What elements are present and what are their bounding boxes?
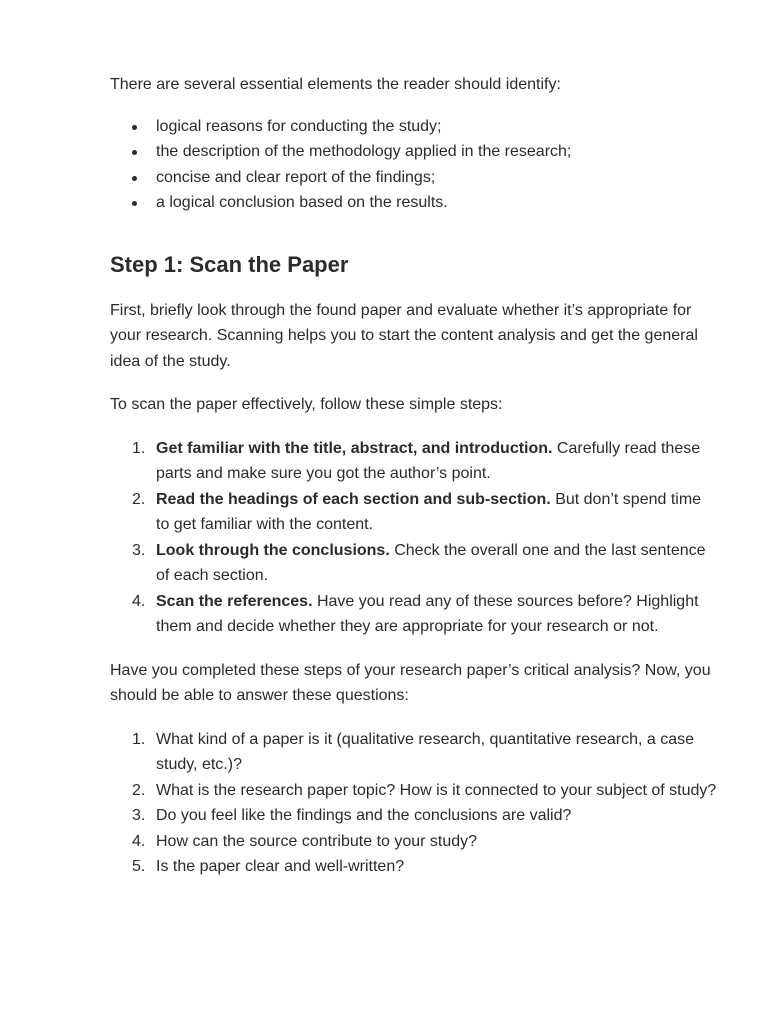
list-item: [110, 727, 718, 778]
scan-steps-lead: To scan the paper effectively, follow these simple steps:: [110, 396, 503, 413]
list-number: 3.: [132, 807, 146, 824]
list-number: 2.: [132, 490, 146, 508]
question-text: What kind of a paper is it (qualitative research, quantitative research, a case study, etc.)?: [156, 730, 695, 773]
step-text: Check the overall one and the last sentence of each section.: [156, 541, 706, 584]
question-text: Do you feel like the findings and the conclusions are valid?: [156, 807, 572, 824]
list-item: [110, 803, 718, 829]
step-title: Look through the conclusions.: [156, 541, 390, 559]
list-number: 2.: [132, 781, 146, 799]
list-item: the description of the methodology applied in the research;: [110, 139, 718, 165]
intro-paragraph: There are several essential elements the reader should identify:: [110, 76, 561, 93]
step-text: Have you read any of these sources before? Highlight them and decide whether they are appropriate for your research or not.: [156, 592, 699, 635]
list-item: [110, 829, 718, 855]
list-item: [110, 854, 718, 880]
list-item: a logical conclusion based on the results.: [110, 190, 718, 216]
list-item: [110, 589, 718, 640]
step-title: Scan the references.: [156, 592, 313, 610]
question-text: How can the source contribute to your study?: [156, 832, 478, 850]
list-item: logical reasons for conducting the study;: [110, 114, 718, 140]
list-item: concise and clear report of the findings;: [110, 165, 718, 191]
question-text: Is the paper clear and well-written?: [156, 858, 405, 875]
scan-steps-list: [110, 436, 718, 640]
list-item: [110, 436, 718, 487]
step-text: Carefully read these parts and make sure you got the author’s point.: [156, 439, 701, 482]
list-number: 4.: [132, 832, 146, 850]
list-number: 3.: [132, 541, 146, 559]
questions-lead: Have you completed these steps of your research paper’s critical analysis? Now, you should be able to answer these questions:: [110, 661, 711, 704]
list-item: [110, 538, 718, 589]
step-title: Get familiar with the title, abstract, and introduction.: [156, 439, 553, 457]
list-number: 1.: [132, 439, 146, 457]
list-number: 5.: [132, 858, 146, 875]
section-heading: Step 1: Scan the Paper: [110, 251, 349, 277]
question-text: What is the research paper topic? How is it connected to your subject of study?: [156, 781, 717, 799]
list-item: [110, 487, 718, 538]
list-number: 4.: [132, 592, 146, 610]
list-item: [110, 778, 718, 804]
step-title: Read the headings of each section and sub-section.: [156, 490, 551, 508]
scan-intro-paragraph: First, briefly look through the found paper and evaluate whether it’s appropriate for your research. Scanning helps you to start the content analysis and get the general idea of the study.: [110, 301, 698, 370]
step-text: But don’t spend time to get familiar with the content.: [156, 490, 702, 533]
questions-list: [110, 727, 718, 880]
list-number: 1.: [132, 730, 146, 748]
elements-bullet-list: [110, 114, 718, 216]
